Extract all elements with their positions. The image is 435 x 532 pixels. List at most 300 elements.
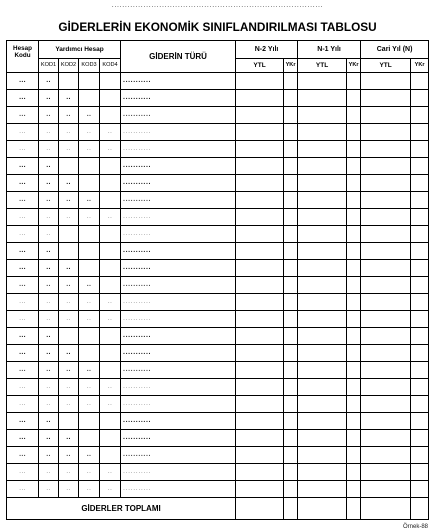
table-row — [7, 158, 429, 175]
total-n2-ytl-cell — [236, 498, 284, 520]
kod1-cell: .. — [39, 379, 59, 396]
table-row — [7, 209, 429, 226]
kod4-cell — [100, 90, 121, 107]
kod4-cell — [100, 362, 121, 379]
page-title: GİDERLERİN EKONOMİK SINIFLANDIRILMASI TABLOSU — [58, 20, 377, 34]
kod4-cell — [100, 430, 121, 447]
n1-ytl-cell — [298, 107, 347, 124]
hesap-kodu-cell: ... — [7, 209, 39, 226]
table-row — [7, 413, 429, 430]
table-row — [7, 141, 429, 158]
kod4-cell — [100, 192, 121, 209]
kod3-cell — [79, 158, 100, 175]
header-kod1: KOD1 — [39, 59, 59, 73]
n2-ykr-cell — [284, 328, 298, 345]
n2-ykr-cell — [284, 379, 298, 396]
giderin-turu-cell: ........... — [121, 90, 236, 107]
header-cari-ytl: YTL — [361, 59, 411, 73]
n1-ykr-cell — [347, 362, 361, 379]
cari-ykr-cell — [411, 107, 429, 124]
n1-ykr-cell — [347, 396, 361, 413]
kod1-cell: .. — [39, 260, 59, 277]
header-yardimci-hesap: Yardımcı Hesap — [39, 41, 121, 59]
n2-ytl-cell — [236, 158, 284, 175]
cari-ykr-cell — [411, 294, 429, 311]
hesap-kodu-cell: ... — [7, 294, 39, 311]
n2-ytl-cell — [236, 413, 284, 430]
n2-ytl-cell — [236, 175, 284, 192]
kod2-cell: .. — [59, 481, 79, 498]
n2-ykr-cell — [284, 447, 298, 464]
cari-ytl-cell — [361, 90, 411, 107]
n2-ykr-cell — [284, 464, 298, 481]
kod2-cell: .. — [59, 311, 79, 328]
n1-ykr-cell — [347, 294, 361, 311]
kod2-cell: .. — [59, 379, 79, 396]
n1-ytl-cell — [298, 209, 347, 226]
n2-ykr-cell — [284, 413, 298, 430]
hesap-kodu-cell: ... — [7, 175, 39, 192]
hesap-kodu-cell: ... — [7, 107, 39, 124]
kod1-cell: .. — [39, 447, 59, 464]
giderin-turu-cell: ........... — [121, 464, 236, 481]
cari-ytl-cell — [361, 209, 411, 226]
kod4-cell: .. — [100, 481, 121, 498]
n1-ykr-cell — [347, 413, 361, 430]
table-row — [7, 192, 429, 209]
hesap-kodu-cell: ... — [7, 362, 39, 379]
giderin-turu-cell: ........... — [121, 209, 236, 226]
n1-ytl-cell — [298, 124, 347, 141]
kod3-cell: .. — [79, 294, 100, 311]
kod1-cell: .. — [39, 277, 59, 294]
header-kod2: KOD2 — [59, 59, 79, 73]
table-row — [7, 396, 429, 413]
table-row — [7, 464, 429, 481]
kod3-cell — [79, 243, 100, 260]
hesap-kodu-cell: ... — [7, 226, 39, 243]
giderin-turu-cell: ........... — [121, 226, 236, 243]
kod3-cell — [79, 430, 100, 447]
n2-ykr-cell — [284, 90, 298, 107]
cari-ytl-cell — [361, 362, 411, 379]
hesap-kodu-cell: ... — [7, 277, 39, 294]
cari-ytl-cell — [361, 294, 411, 311]
kod3-cell: .. — [79, 277, 100, 294]
kod3-cell — [79, 260, 100, 277]
giderin-turu-cell: ........... — [121, 141, 236, 158]
giderin-turu-cell: ........... — [121, 73, 236, 90]
cari-ytl-cell — [361, 141, 411, 158]
cari-ytl-cell — [361, 447, 411, 464]
kod2-cell: .. — [59, 192, 79, 209]
header-n2-ykr: YKr — [284, 59, 298, 73]
kod1-cell: .. — [39, 362, 59, 379]
kod1-cell: .. — [39, 311, 59, 328]
table-row — [7, 260, 429, 277]
kod4-cell — [100, 73, 121, 90]
cari-ykr-cell — [411, 175, 429, 192]
giderin-turu-cell: ........... — [121, 379, 236, 396]
giderin-turu-cell: ........... — [121, 311, 236, 328]
n1-ytl-cell — [298, 345, 347, 362]
n2-ytl-cell — [236, 243, 284, 260]
cari-ykr-cell — [411, 209, 429, 226]
cari-ykr-cell — [411, 430, 429, 447]
hesap-kodu-cell: ... — [7, 311, 39, 328]
header-kod4: KOD4 — [100, 59, 121, 73]
n2-ytl-cell — [236, 362, 284, 379]
n2-ykr-cell — [284, 311, 298, 328]
giderin-turu-cell: ........... — [121, 277, 236, 294]
n1-ykr-cell — [347, 260, 361, 277]
kod4-cell: .. — [100, 141, 121, 158]
n2-ykr-cell — [284, 141, 298, 158]
n1-ytl-cell — [298, 328, 347, 345]
hesap-kodu-cell: ... — [7, 447, 39, 464]
kod3-cell: .. — [79, 311, 100, 328]
kod2-cell: .. — [59, 124, 79, 141]
n2-ytl-cell — [236, 192, 284, 209]
hesap-kodu-cell: ... — [7, 328, 39, 345]
kod4-cell: .. — [100, 294, 121, 311]
kod3-cell: .. — [79, 209, 100, 226]
kod2-cell: .. — [59, 345, 79, 362]
n1-ytl-cell — [298, 192, 347, 209]
hesap-kodu-cell: ... — [7, 481, 39, 498]
n2-ykr-cell — [284, 209, 298, 226]
kod4-cell — [100, 277, 121, 294]
header-n2-ytl: YTL — [236, 59, 284, 73]
cari-ytl-cell — [361, 481, 411, 498]
kod1-cell: .. — [39, 158, 59, 175]
n1-ytl-cell — [298, 260, 347, 277]
hesap-kodu-cell: ... — [7, 430, 39, 447]
n2-ykr-cell — [284, 226, 298, 243]
giderin-turu-cell: ........... — [121, 192, 236, 209]
n2-ytl-cell — [236, 209, 284, 226]
table-row — [7, 447, 429, 464]
kod3-cell: .. — [79, 379, 100, 396]
header-cari-ykr: YKr — [411, 59, 429, 73]
total-cari-ytl-cell — [361, 498, 411, 520]
kod1-cell: .. — [39, 481, 59, 498]
kod4-cell: .. — [100, 124, 121, 141]
kod1-cell: .. — [39, 175, 59, 192]
header-cari-yil: Cari Yıl (N) — [361, 41, 429, 59]
kod4-cell: .. — [100, 396, 121, 413]
kod3-cell: .. — [79, 362, 100, 379]
giderin-turu-cell: ........... — [121, 243, 236, 260]
total-cari-ykr-cell — [411, 498, 429, 520]
n1-ytl-cell — [298, 413, 347, 430]
kod4-cell: .. — [100, 379, 121, 396]
table-row — [7, 277, 429, 294]
n2-ytl-cell — [236, 311, 284, 328]
kod2-cell — [59, 73, 79, 90]
n1-ytl-cell — [298, 277, 347, 294]
cari-ykr-cell — [411, 345, 429, 362]
form-header-dotted-line: ................................................................................ — [111, 2, 324, 9]
table-row — [7, 481, 429, 498]
n2-ytl-cell — [236, 379, 284, 396]
kod3-cell: .. — [79, 124, 100, 141]
cari-ytl-cell — [361, 260, 411, 277]
n1-ykr-cell — [347, 379, 361, 396]
kod1-cell: .. — [39, 430, 59, 447]
cari-ykr-cell — [411, 141, 429, 158]
n2-ykr-cell — [284, 481, 298, 498]
cari-ytl-cell — [361, 107, 411, 124]
kod4-cell — [100, 243, 121, 260]
table-row — [7, 379, 429, 396]
n1-ykr-cell — [347, 107, 361, 124]
giderin-turu-cell: ........... — [121, 430, 236, 447]
kod2-cell: .. — [59, 209, 79, 226]
header-n1-yili: N-1 Yılı — [298, 41, 361, 59]
kod4-cell — [100, 175, 121, 192]
n1-ytl-cell — [298, 294, 347, 311]
n2-ytl-cell — [236, 464, 284, 481]
table-row — [7, 226, 429, 243]
header-n1-ytl: YTL — [298, 59, 347, 73]
n2-ytl-cell — [236, 396, 284, 413]
n2-ykr-cell — [284, 260, 298, 277]
kod2-cell: .. — [59, 447, 79, 464]
kod2-cell: .. — [59, 90, 79, 107]
n1-ytl-cell — [298, 226, 347, 243]
cari-ytl-cell — [361, 311, 411, 328]
cari-ytl-cell — [361, 345, 411, 362]
n2-ytl-cell — [236, 447, 284, 464]
hesap-kodu-cell: ... — [7, 141, 39, 158]
hesap-kodu-cell: ... — [7, 396, 39, 413]
kod2-cell: .. — [59, 260, 79, 277]
giderin-turu-cell: ........... — [121, 175, 236, 192]
n1-ytl-cell — [298, 447, 347, 464]
giderin-turu-cell: ........... — [121, 481, 236, 498]
table-row — [7, 328, 429, 345]
kod2-cell: .. — [59, 430, 79, 447]
kod4-cell: .. — [100, 209, 121, 226]
hesap-kodu-cell: ... — [7, 90, 39, 107]
cari-ytl-cell — [361, 328, 411, 345]
giderin-turu-cell: ........... — [121, 328, 236, 345]
n2-ykr-cell — [284, 175, 298, 192]
kod1-cell: .. — [39, 328, 59, 345]
kod3-cell: .. — [79, 447, 100, 464]
n1-ytl-cell — [298, 379, 347, 396]
cari-ytl-cell — [361, 73, 411, 90]
table-body — [7, 73, 429, 498]
hesap-kodu-cell: ... — [7, 379, 39, 396]
n1-ytl-cell — [298, 430, 347, 447]
cari-ykr-cell — [411, 124, 429, 141]
hesap-kodu-cell: ... — [7, 192, 39, 209]
kod3-cell — [79, 226, 100, 243]
kod2-cell: .. — [59, 107, 79, 124]
kod1-cell: .. — [39, 73, 59, 90]
kod1-cell: .. — [39, 413, 59, 430]
n2-ykr-cell — [284, 430, 298, 447]
table-header — [7, 41, 429, 73]
total-n1-ykr-cell — [347, 498, 361, 520]
n1-ytl-cell — [298, 90, 347, 107]
hesap-kodu-cell: ... — [7, 158, 39, 175]
kod2-cell: .. — [59, 277, 79, 294]
table-row — [7, 90, 429, 107]
kod1-cell: .. — [39, 243, 59, 260]
n1-ytl-cell — [298, 141, 347, 158]
n1-ykr-cell — [347, 464, 361, 481]
giderin-turu-cell: ........... — [121, 107, 236, 124]
kod1-cell: .. — [39, 226, 59, 243]
giderin-turu-cell: ........... — [121, 294, 236, 311]
n1-ytl-cell — [298, 73, 347, 90]
table-row — [7, 243, 429, 260]
hesap-kodu-cell: ... — [7, 413, 39, 430]
giderin-turu-cell: ........... — [121, 345, 236, 362]
n2-ytl-cell — [236, 277, 284, 294]
table-row — [7, 107, 429, 124]
n1-ykr-cell — [347, 277, 361, 294]
header-n2-yili: N-2 Yılı — [236, 41, 298, 59]
kod3-cell: .. — [79, 396, 100, 413]
table-row — [7, 362, 429, 379]
kod4-cell — [100, 413, 121, 430]
cari-ytl-cell — [361, 430, 411, 447]
kod2-cell — [59, 328, 79, 345]
cari-ytl-cell — [361, 396, 411, 413]
kod2-cell — [59, 243, 79, 260]
hesap-kodu-cell: ... — [7, 345, 39, 362]
n1-ykr-cell — [347, 73, 361, 90]
n1-ykr-cell — [347, 192, 361, 209]
kod2-cell — [59, 158, 79, 175]
n1-ytl-cell — [298, 464, 347, 481]
table-row — [7, 430, 429, 447]
n2-ytl-cell — [236, 107, 284, 124]
cari-ykr-cell — [411, 481, 429, 498]
n1-ykr-cell — [347, 311, 361, 328]
n2-ytl-cell — [236, 141, 284, 158]
total-n1-ytl-cell — [298, 498, 347, 520]
economic-classification-table — [6, 40, 429, 520]
n1-ytl-cell — [298, 243, 347, 260]
hesap-kodu-cell: ... — [7, 243, 39, 260]
kod2-cell: .. — [59, 294, 79, 311]
kod3-cell: .. — [79, 107, 100, 124]
cari-ytl-cell — [361, 226, 411, 243]
cari-ykr-cell — [411, 396, 429, 413]
kod3-cell — [79, 73, 100, 90]
header-giderin-turu: GİDERİN TÜRÜ — [121, 41, 236, 73]
n2-ytl-cell — [236, 294, 284, 311]
kod3-cell — [79, 90, 100, 107]
n2-ytl-cell — [236, 124, 284, 141]
n1-ykr-cell — [347, 226, 361, 243]
n2-ytl-cell — [236, 90, 284, 107]
n2-ytl-cell — [236, 430, 284, 447]
kod2-cell: .. — [59, 362, 79, 379]
kod4-cell — [100, 260, 121, 277]
cari-ytl-cell — [361, 158, 411, 175]
kod3-cell: .. — [79, 481, 100, 498]
n1-ykr-cell — [347, 209, 361, 226]
cari-ykr-cell — [411, 311, 429, 328]
n1-ytl-cell — [298, 481, 347, 498]
kod2-cell: .. — [59, 175, 79, 192]
n2-ytl-cell — [236, 345, 284, 362]
n2-ykr-cell — [284, 243, 298, 260]
header-row-top — [7, 41, 429, 59]
kod1-cell: .. — [39, 124, 59, 141]
cari-ykr-cell — [411, 379, 429, 396]
total-n2-ykr-cell — [284, 498, 298, 520]
cari-ytl-cell — [361, 277, 411, 294]
kod1-cell: .. — [39, 141, 59, 158]
n1-ytl-cell — [298, 158, 347, 175]
kod2-cell: .. — [59, 396, 79, 413]
cari-ytl-cell — [361, 464, 411, 481]
n1-ykr-cell — [347, 141, 361, 158]
kod2-cell: .. — [59, 141, 79, 158]
n2-ytl-cell — [236, 73, 284, 90]
total-label: GİDERLER TOPLAMI — [7, 498, 236, 520]
cari-ytl-cell — [361, 175, 411, 192]
cari-ykr-cell — [411, 447, 429, 464]
n1-ykr-cell — [347, 90, 361, 107]
cari-ykr-cell — [411, 226, 429, 243]
kod2-cell — [59, 226, 79, 243]
n1-ykr-cell — [347, 175, 361, 192]
n1-ykr-cell — [347, 345, 361, 362]
n2-ykr-cell — [284, 345, 298, 362]
n1-ytl-cell — [298, 362, 347, 379]
table-footer — [7, 498, 429, 520]
hesap-kodu-cell: ... — [7, 124, 39, 141]
kod1-cell: .. — [39, 396, 59, 413]
kod4-cell — [100, 226, 121, 243]
n2-ykr-cell — [284, 107, 298, 124]
giderin-turu-cell: ........... — [121, 158, 236, 175]
n1-ykr-cell — [347, 481, 361, 498]
n2-ykr-cell — [284, 277, 298, 294]
header-kod3: KOD3 — [79, 59, 100, 73]
table-row — [7, 294, 429, 311]
cari-ykr-cell — [411, 192, 429, 209]
giderin-turu-cell: ........... — [121, 362, 236, 379]
n1-ytl-cell — [298, 311, 347, 328]
cari-ykr-cell — [411, 362, 429, 379]
kod1-cell: .. — [39, 107, 59, 124]
n2-ytl-cell — [236, 260, 284, 277]
table-row — [7, 311, 429, 328]
cari-ytl-cell — [361, 192, 411, 209]
cari-ytl-cell — [361, 413, 411, 430]
hesap-kodu-cell: ... — [7, 73, 39, 90]
cari-ykr-cell — [411, 243, 429, 260]
hesap-kodu-cell: ... — [7, 260, 39, 277]
cari-ykr-cell — [411, 90, 429, 107]
giderin-turu-cell: ........... — [121, 260, 236, 277]
hesap-kodu-cell: ... — [7, 464, 39, 481]
kod1-cell: .. — [39, 90, 59, 107]
n1-ykr-cell — [347, 430, 361, 447]
kod3-cell — [79, 345, 100, 362]
n2-ytl-cell — [236, 226, 284, 243]
giderin-turu-cell: ........... — [121, 396, 236, 413]
